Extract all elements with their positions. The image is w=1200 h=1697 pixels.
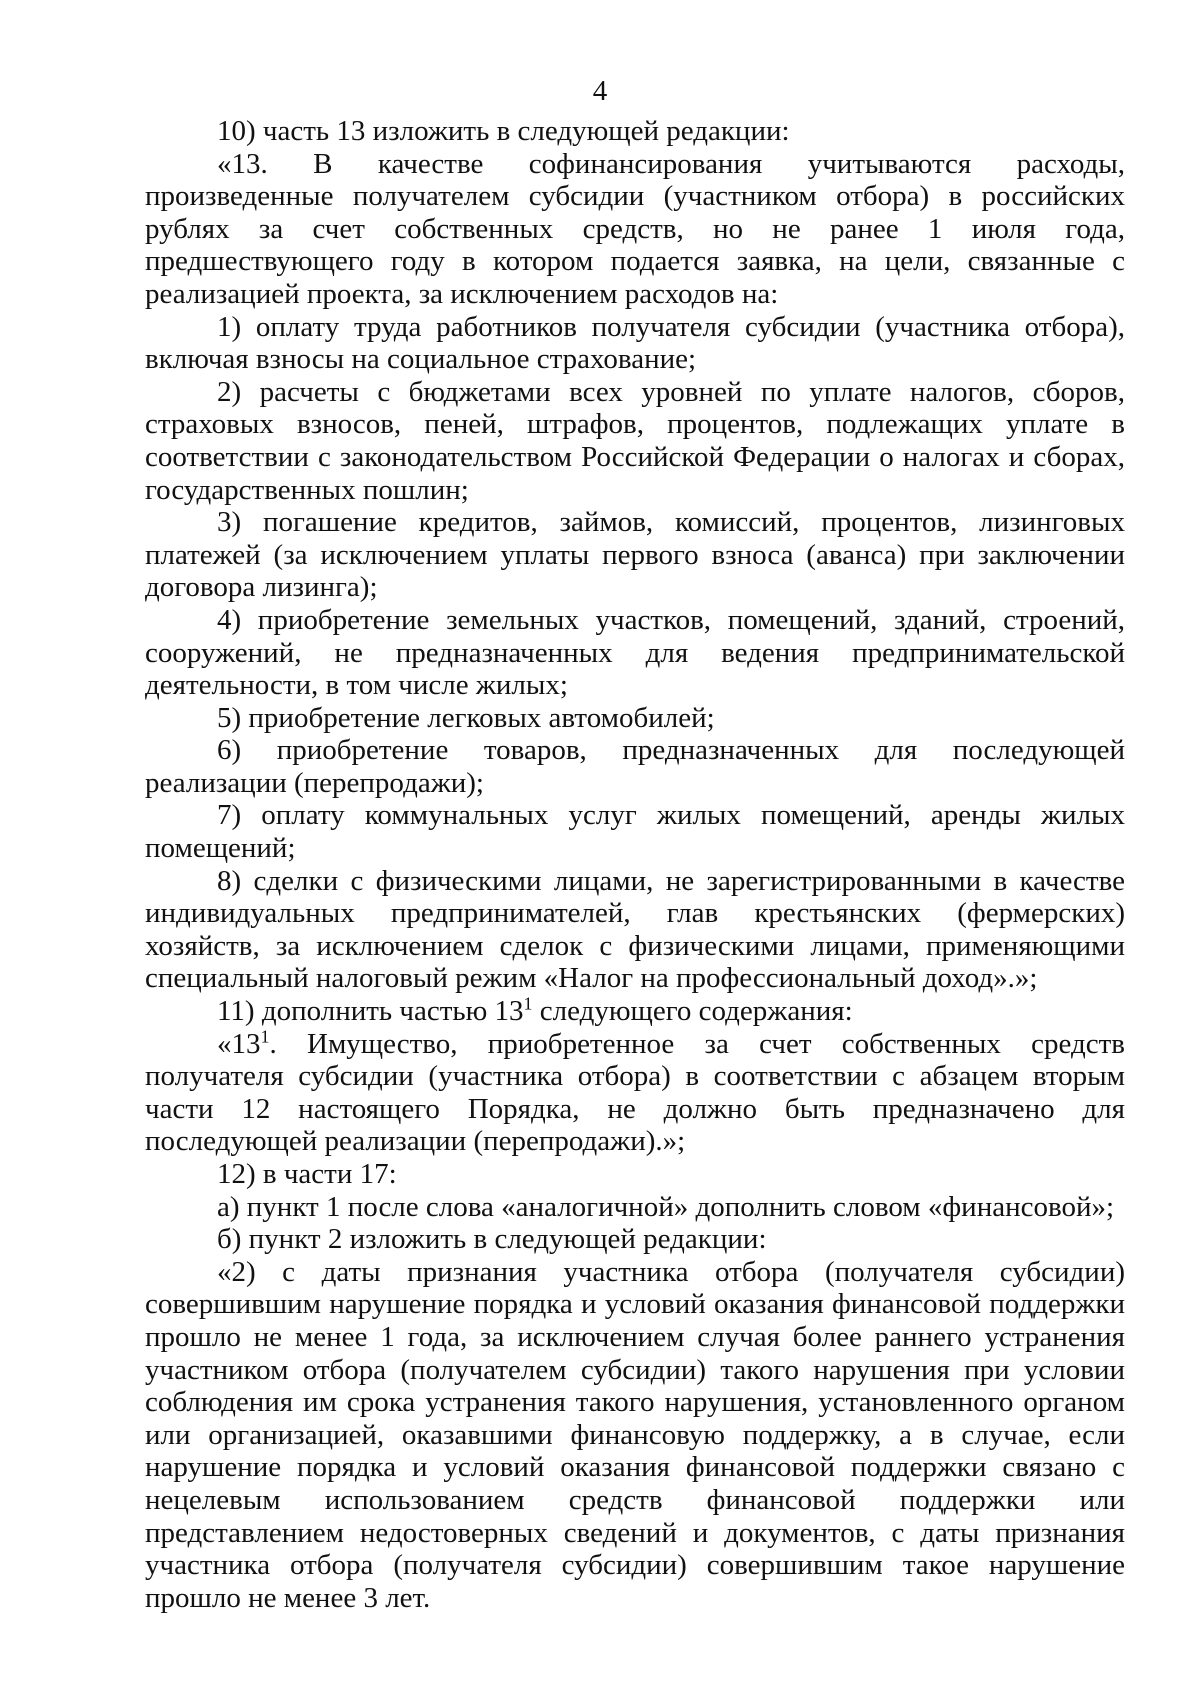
superscript: 1 <box>523 993 533 1014</box>
superscript: 1 <box>260 1025 270 1046</box>
list-item-3: 3) погашение кредитов, займов, комиссий, процентов, лизинговых платежей (за исключением уплаты первого взноса (аванса) при заключении договора лизинга); <box>145 506 1125 604</box>
paragraph-part-13: «13. В качестве софинансирования учитываются расходы, произведенные получателем субсидии (участником отбора) в российских рублях за счет собственных средств, но не ранее 1 июля года, предшествующего году в котором подается заявка, на цели, связанные с реализацией проекта, за исключением расходов на: <box>145 147 1125 310</box>
page-number: 4 <box>592 75 608 107</box>
paragraph-subitem-b: б) пункт 2 изложить в следующей редакции: <box>217 1223 767 1256</box>
text-run: 11) дополнить частью 13 <box>217 995 524 1028</box>
paragraph-subitem-a: а) пункт 1 после слова «аналогичной» дополнить словом «финансовой»; <box>217 1190 1115 1223</box>
list-item-5: 5) приобретение легковых автомобилей; <box>217 701 715 734</box>
text-run: . Имущество, приобретенное за счет собственных средств получателя субсидии (участника отбора) в соответствии с абзацем вторым части 12 настоящего Порядка, не должно быть предназначено для последующей реализации (перепродажи).»; <box>145 1027 1125 1158</box>
paragraph-item-12: 12) в части 17: <box>217 1158 397 1190</box>
list-item-7: 7) оплату коммунальных услуг жилых помещений, аренды жилых помещений; <box>145 799 1125 865</box>
paragraph-item-11 <box>145 995 1125 1028</box>
document-body <box>145 115 1125 1614</box>
paragraph-item-10: 10) часть 13 изложить в следующей редакции: <box>217 115 790 147</box>
list-item-1: 1) оплату труда работников получателя субсидии (участника отбора), включая взносы на социальное страхование; <box>145 310 1125 376</box>
list-item-6: 6) приобретение товаров, предназначенных для последующей реализации (перепродажи); <box>145 734 1125 799</box>
paragraph-part-13-1 <box>145 1025 1125 1158</box>
paragraph-point-2: «2) с даты признания участника отбора (получателя субсидии) совершившим нарушение порядка и условий оказания финансовой поддержки прошло не менее 1 года, за исключением случая более раннего устранения участником отбора (получателем субсидии) такого нарушения при условии соблюдения им срока устранения такого нарушения, установленного органом или организацией, оказавшими финансовую поддержку, а в случае, если нарушение порядка и условий оказания финансовой поддержки связано с нецелевым использованием средств финансовой поддержки или представлением недостоверных сведений и документов, с даты признания участника отбора (получателя субсидии) совершившим такое нарушение прошло не менее 3 лет. <box>145 1255 1125 1614</box>
list-item-2: 2) расчеты с бюджетами всех уровней по уплате налогов, сборов, страховых взносов, пеней, штрафов, процентов, подлежащих уплате в соответствии с законодательством Российской Федерации о налогах и сборах, государственных пошлин; <box>145 375 1125 506</box>
list-item-8: 8) сделки с физическими лицами, не зарегистрированными в качестве индивидуальных предпринимателей, глав крестьянских (фермерских) хозяйств, за исключением сделок с физическими лицами, применяющими специальный налоговый режим «Налог на профессиональный доход».»; <box>145 864 1125 995</box>
list-item-4: 4) приобретение земельных участков, помещений, зданий, строений, сооружений, не предназначенных для ведения предпринимательской деятельности, в том числе жилых; <box>145 603 1125 702</box>
text-run: «13 <box>217 1027 261 1060</box>
text-run: следующего содержания: <box>532 995 853 1028</box>
